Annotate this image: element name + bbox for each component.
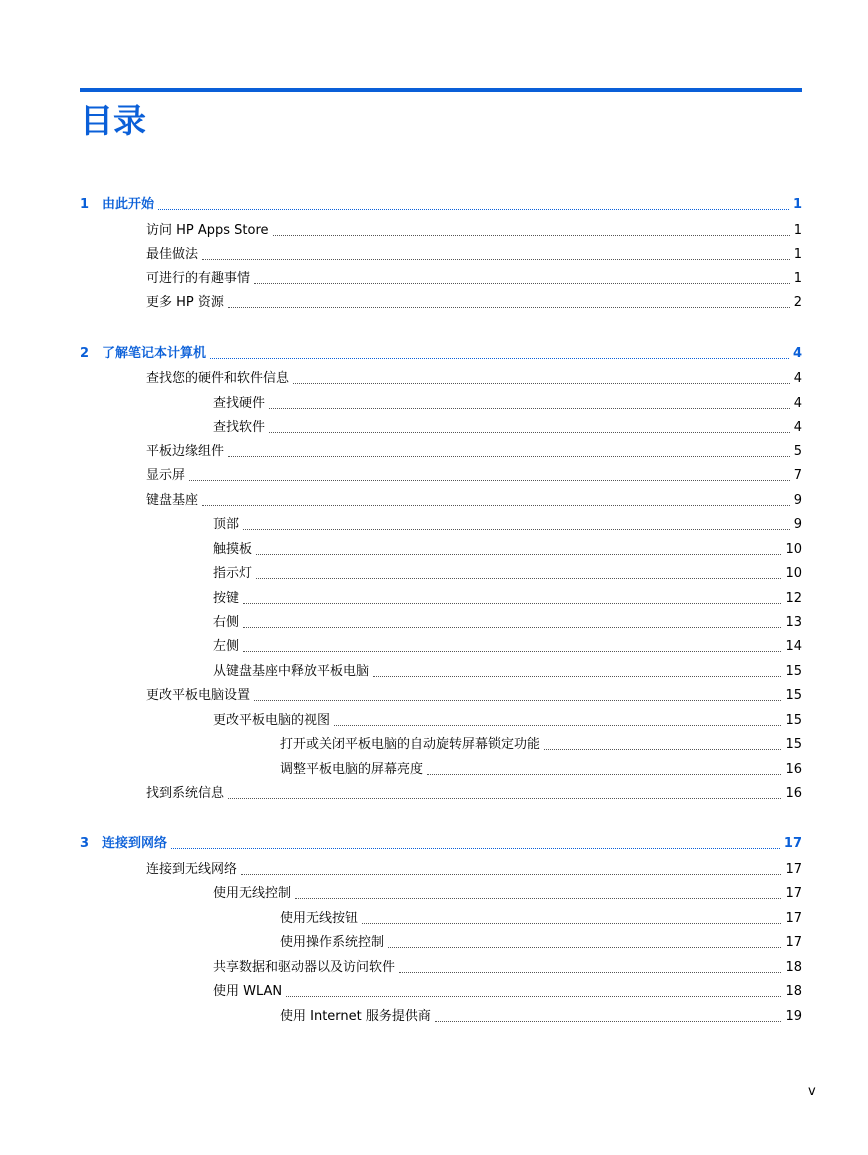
entry-title: 访问 HP Apps Store	[146, 223, 269, 238]
dot-leader	[256, 578, 781, 579]
entry-title: 使用无线控制	[213, 886, 292, 901]
dot-leader	[254, 283, 790, 284]
chapter-title: 了解笔记本计算机	[102, 346, 207, 361]
page-number: 1	[793, 271, 802, 286]
page-number: 19	[785, 1009, 802, 1024]
entry-title: 查找硬件	[213, 396, 266, 411]
dot-leader	[286, 996, 781, 997]
dot-leader	[269, 408, 790, 409]
entry-title: 查找软件	[213, 420, 266, 435]
entry-title: 找到系统信息	[146, 786, 225, 801]
page-number: 17	[785, 911, 802, 926]
page-number: 4	[792, 346, 802, 361]
page-number: 1	[793, 223, 802, 238]
dot-leader	[189, 480, 790, 481]
toc-entry[interactable]	[213, 541, 802, 559]
toc-entry[interactable]	[146, 492, 802, 510]
entry-title: 连接到无线网络	[146, 862, 238, 877]
entry-title: 可进行的有趣事情	[146, 271, 251, 286]
entry-title: 指示灯	[213, 566, 253, 581]
toc-entry[interactable]	[146, 270, 802, 288]
page-number: 18	[785, 960, 802, 975]
chapter-number: 2	[80, 346, 90, 361]
entry-title: 触摸板	[213, 542, 253, 557]
toc-entry[interactable]	[146, 467, 802, 485]
toc-entry[interactable]	[280, 1008, 802, 1026]
toc-entry[interactable]	[213, 565, 802, 583]
page-number: 10	[785, 566, 802, 581]
toc-entry[interactable]	[280, 910, 802, 928]
entry-title: 右侧	[213, 615, 240, 630]
page-number: 15	[785, 664, 802, 679]
page-number: 10	[785, 542, 802, 557]
dot-leader	[362, 923, 781, 924]
entry-title: 使用 Internet 服务提供商	[280, 1009, 431, 1024]
dot-leader	[243, 651, 781, 652]
dot-leader	[427, 774, 781, 775]
dot-leader	[273, 235, 790, 236]
toc-entry[interactable]	[146, 294, 802, 312]
page-number: 17	[785, 886, 802, 901]
page-number: 15	[785, 737, 802, 752]
entry-title: 显示屏	[146, 468, 186, 483]
dot-leader	[202, 505, 790, 506]
toc-chapter-2[interactable]	[80, 345, 802, 363]
dot-leader	[210, 358, 789, 359]
entry-title: 平板边缘组件	[146, 444, 225, 459]
entry-title: 更改平板电脑设置	[146, 688, 251, 703]
page-number: 2	[793, 295, 802, 310]
entry-title: 查找您的硬件和软件信息	[146, 371, 290, 386]
toc-entry[interactable]	[280, 934, 802, 952]
toc-entry[interactable]	[146, 246, 802, 264]
dot-leader	[228, 307, 790, 308]
toc-entry[interactable]	[213, 663, 802, 681]
page-number: 5	[793, 444, 802, 459]
page-number: 4	[793, 420, 802, 435]
toc-entry[interactable]	[213, 712, 802, 730]
toc-entry[interactable]	[213, 419, 802, 437]
entry-title: 键盘基座	[146, 493, 199, 508]
page-number: 7	[793, 468, 802, 483]
dot-leader	[544, 749, 781, 750]
page-number: 17	[785, 935, 802, 950]
dot-leader	[228, 456, 790, 457]
toc-entry[interactable]	[280, 761, 802, 779]
toc-entry[interactable]	[146, 687, 802, 705]
page-number: 12	[785, 591, 802, 606]
toc-entry[interactable]	[146, 861, 802, 879]
page-number: 16	[785, 786, 802, 801]
dot-leader	[295, 898, 781, 899]
entry-title: 打开或关闭平板电脑的自动旋转屏幕锁定功能	[280, 737, 541, 752]
dot-leader	[256, 554, 781, 555]
dot-leader	[254, 700, 781, 701]
dot-leader	[334, 725, 781, 726]
toc-entry[interactable]	[213, 959, 802, 977]
dot-leader	[435, 1021, 782, 1022]
chapter-title: 由此开始	[102, 197, 155, 212]
entry-title: 顶部	[213, 517, 240, 532]
entry-title: 使用 WLAN	[213, 984, 283, 999]
dot-leader	[158, 209, 789, 210]
toc-entry[interactable]	[213, 590, 802, 608]
entry-title: 更改平板电脑的视图	[213, 713, 331, 728]
toc-entry[interactable]	[213, 638, 802, 656]
toc-entry[interactable]	[146, 222, 802, 240]
dot-leader	[202, 259, 790, 260]
page-number: 15	[785, 688, 802, 703]
dot-leader	[171, 848, 780, 849]
entry-title: 共享数据和驱动器以及访问软件	[213, 960, 396, 975]
page-number: 14	[785, 639, 802, 654]
dot-leader	[293, 383, 790, 384]
page-number: 4	[793, 396, 802, 411]
chapter-number: 1	[80, 197, 90, 212]
page-number: 9	[793, 493, 802, 508]
entry-title: 更多 HP 资源	[146, 295, 224, 310]
toc-entry[interactable]	[280, 736, 802, 754]
dot-leader	[269, 432, 790, 433]
dot-leader	[373, 676, 781, 677]
dot-leader	[243, 627, 781, 628]
entry-title: 按键	[213, 591, 240, 606]
toc-entry[interactable]	[213, 395, 802, 413]
page-number: 1	[792, 197, 802, 212]
toc-entry[interactable]	[213, 983, 802, 1001]
dot-leader	[399, 972, 781, 973]
toc-entry[interactable]	[213, 516, 802, 534]
entry-title: 从键盘基座中释放平板电脑	[213, 664, 370, 679]
page-number: 17	[783, 836, 802, 851]
toc-chapter-3[interactable]	[80, 835, 802, 853]
toc-entry[interactable]	[213, 614, 802, 632]
page-number: 15	[785, 713, 802, 728]
chapter-number: 3	[80, 836, 90, 851]
toc-entry[interactable]	[213, 885, 802, 903]
dot-leader	[228, 798, 781, 799]
page-title: 目录	[80, 101, 146, 140]
chapter-title: 连接到网络	[102, 836, 168, 851]
entry-title: 最佳做法	[146, 247, 199, 262]
dot-leader	[241, 874, 781, 875]
toc-entry[interactable]	[146, 370, 802, 388]
dot-leader	[243, 529, 790, 530]
page-number: 17	[785, 862, 802, 877]
page-number: 13	[785, 615, 802, 630]
dot-leader	[388, 947, 781, 948]
footer-page-number: v	[808, 1084, 816, 1099]
entry-title: 使用操作系统控制	[280, 935, 385, 950]
entry-title: 使用无线按钮	[280, 911, 359, 926]
dot-leader	[243, 603, 781, 604]
entry-title: 左侧	[213, 639, 240, 654]
page-number: 16	[785, 762, 802, 777]
toc-chapter-1[interactable]	[80, 196, 802, 214]
entry-title: 调整平板电脑的屏幕亮度	[280, 762, 424, 777]
page-number: 4	[793, 371, 802, 386]
page-number: 18	[785, 984, 802, 999]
page-number: 1	[793, 247, 802, 262]
page-number: 9	[793, 517, 802, 532]
toc-entry[interactable]	[146, 443, 802, 461]
toc-entry[interactable]	[146, 785, 802, 803]
